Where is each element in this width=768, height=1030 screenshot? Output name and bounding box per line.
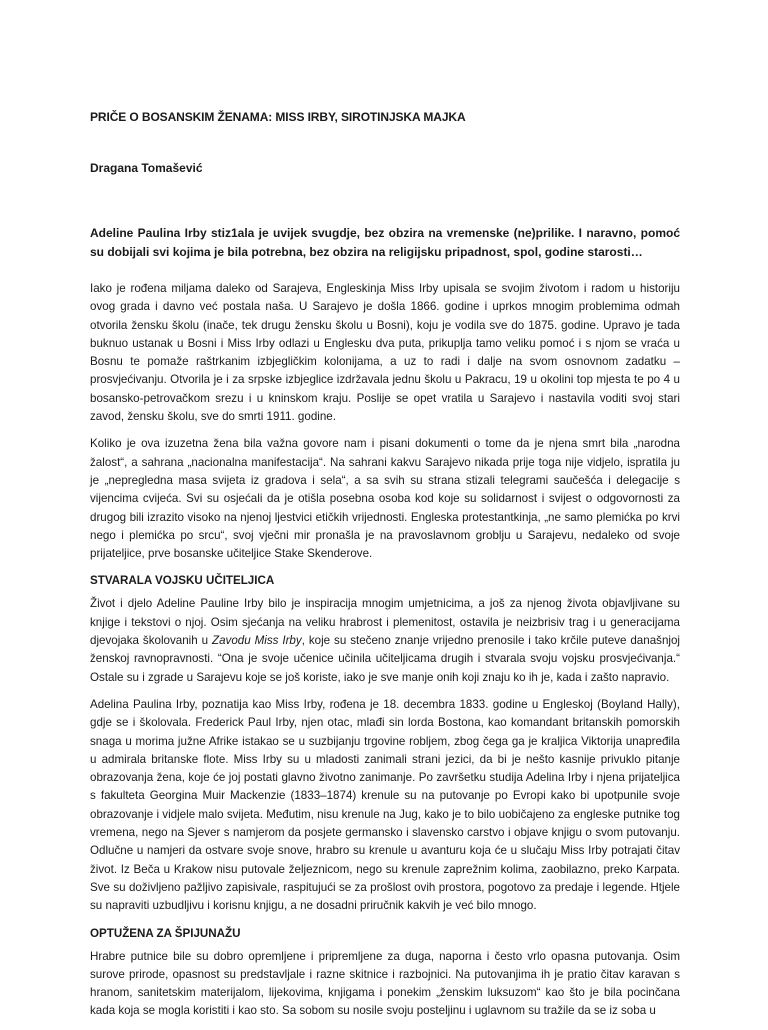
paragraph-4: Adelina Paulina Irby, poznatija kao Miss Irby, rođena je 18. decembra 1833. godine u Engleskoj (Boyland Hally), gdje se i školovala. Frederick Paul Irby, njen otac, mlađi sin lorda Bostona, kao komandant britanskih pomorskih snaga u morima južne Afrike istakao se u suzbijanju trgovine robljem, zbog čega ga je kraljica Viktorija unapređila u admirala britanske flote. Miss Irby su u mladosti zanimali strani jezici, da bi je nešto kasnije privuklo pitanje obrazovanja žena, koje će joj postati glavno životno zanimanje. Po završetku studija Adelina Irby i njena prijateljica s fakulteta Georgina Muir Mackenzie (1833–1874) krenule su na putovanje po Evropi kako bi upotpunile svoje obrazovanje i vidjele malo svijeta. Međutim, nisu krenule na Jug, kako je to bilo uobičajeno za engleske putnike tog vremena, nego na Sjever s namjerom da posjete germansko i slavensko carstvo i objave knjigu o svom putovanju. Odlučne u namjeri da ostvare svoje snove, hrabro su krenule u avanturu koja će u slučaju Miss Irby potrajati čitav život. Iz Beča u Krakow nisu putovale željeznicom, nego su krenule zaprežnim kolima, zaobilazno, preko Karpata. Sve su doživljeno pažljivo zapisivale, raspitujući se za prošlost ovih prostora, pogotovo za predaje i legende. Htjele su napraviti uzbudljivu i korisnu knjigu, a ne dosadni priručnik kakvih je već bilo mnogo.	[90, 697, 680, 913]
section-heading-espionage: OPTUŽENA ZA ŠPIJUNAŽU	[90, 926, 241, 940]
article-title: PRIČE O BOSANSKIM ŽENAMA: MISS IRBY, SIROTINJSKA MAJKA	[90, 110, 466, 124]
paragraph-2: Koliko je ova izuzetna žena bila važna govore nam i pisani dokumenti o tome da je njena smrt bila „narodna žalost“, a sahrana „nacionalna manifestacija“. Na sahrani kakvu Sarajevo nikada prije toga nije vidjelo, ispratila ju je „nepregledna masa svijeta iz gradova i sela“, a sa svih su strana stizali telegrami saučešća i delegacije s vijencima cvijeća. Svi su osjećali da je otišla posebna osoba kod koje su solidarnost i svijest o odgovornosti za drugog bili izrazito visoko na njenoj ljestvici etičkih vrijednosti. Engleska protestantkinja, „ne samo plemićka po krvi nego i plemićka po srcu“, svoj vječni mir pronašla je na pravoslavnom groblju u Sarajevu, nedaleko od svoje prijateljice, prve bosanske učiteljice Stake Skenderove.	[90, 437, 680, 561]
paragraph-3-part-b: , koje su stečeno znanje vrijedno prenosile i tako krčile puteve današnjoj ženskoj ravnopravnosti. “Ona je svoje učenice učinila učiteljicama drugih i stvarala svoju vojsku prosvjećivanja.“ Ostale su i zgrade u Sarajevu koje se još koriste, iako je sve manje onih koji znaju ko ih je, kada i zašto napravio.	[90, 634, 680, 684]
section-heading-teachers: STVARALA VOJSKU UČITELJICA	[90, 574, 275, 588]
paragraph-3	[90, 595, 680, 686]
paragraph-5: Hrabre putnice bile su dobro opremljene i pripremljene za duga, naporna i često vrlo opasna putovanja. Osim surove prirode, opasnost su predstavljale i razne skitnice i razbojnici. Na putovanjima ih je pratio čitav karavan s hranom, sanitetskim materijalom, lijekovima, knjigama i ponekim „ženskim luksuzom“ kao što je bila pocinčana kada koja se mogla koristiti i kao sto. Sa sobom su nosile svoju posteljinu i uglavnom su tražile da se iz soba u	[90, 949, 680, 1018]
lead-paragraph: Adeline Paulina Irby stiz1ala je uvijek svugdje, bez obzira na vremenske (ne)prilike. I naravno, pomoć su dobijali svi kojima je bila potrebna, bez obzira na religijsku pripadnost, spol, godine starosti…	[90, 226, 680, 259]
document-page	[90, 0, 680, 1024]
paragraph-1: Iako je rođena miljama daleko od Sarajeva, Engleskinja Miss Irby upisala se svojim životom i radom u historiju ovog grada i davno već postala naša. U Sarajevo je došla 1866. godine i uprkos mnogim problemima odmah otvorila žensku školu (inače, tek drugu žensku školu u Bosni), koju je vodila sve do 1875. godine. Upravo je tada buknuo ustanak u Bosni i Miss Irby odlazi u Englesku dva puta, prikuplja tamo veliku pomoć i s njom se vraća u Bosnu te pomaže raštrkanim izbjegličkim kolonijama, a uz to radi i dalje na svom osnovnom zadatku – prosvjećivanju. Otvorila je i za srpske izbjeglice izdržavala jednu školu u Pakracu, 19 u okolini top mjesta te po 4 u bosansko-petrovačkom srezu i u kninskom kraju. Poslije se opet vratila u Sarajevo i nastavila voditi svoj stari zavod, žensku školu, sve do smrti 1911. godine.	[90, 282, 680, 424]
article-body	[90, 280, 680, 1030]
paragraph-3-italic: Zavodu Miss Irby	[212, 634, 302, 648]
author-name: Dragana Tomašević	[90, 161, 203, 175]
paragraph-3-part-a: Život i djelo Adeline Pauline Irby bilo je inspiracija mnogim umjetnicima, a još za njenog života objavljivane su knjige i tekstovi o njoj. Osim sjećanja na veliku hrabrost i plemenitost, ostavila je neizbrisiv trag i u generacijama djevojaka školovanih u	[90, 597, 680, 648]
